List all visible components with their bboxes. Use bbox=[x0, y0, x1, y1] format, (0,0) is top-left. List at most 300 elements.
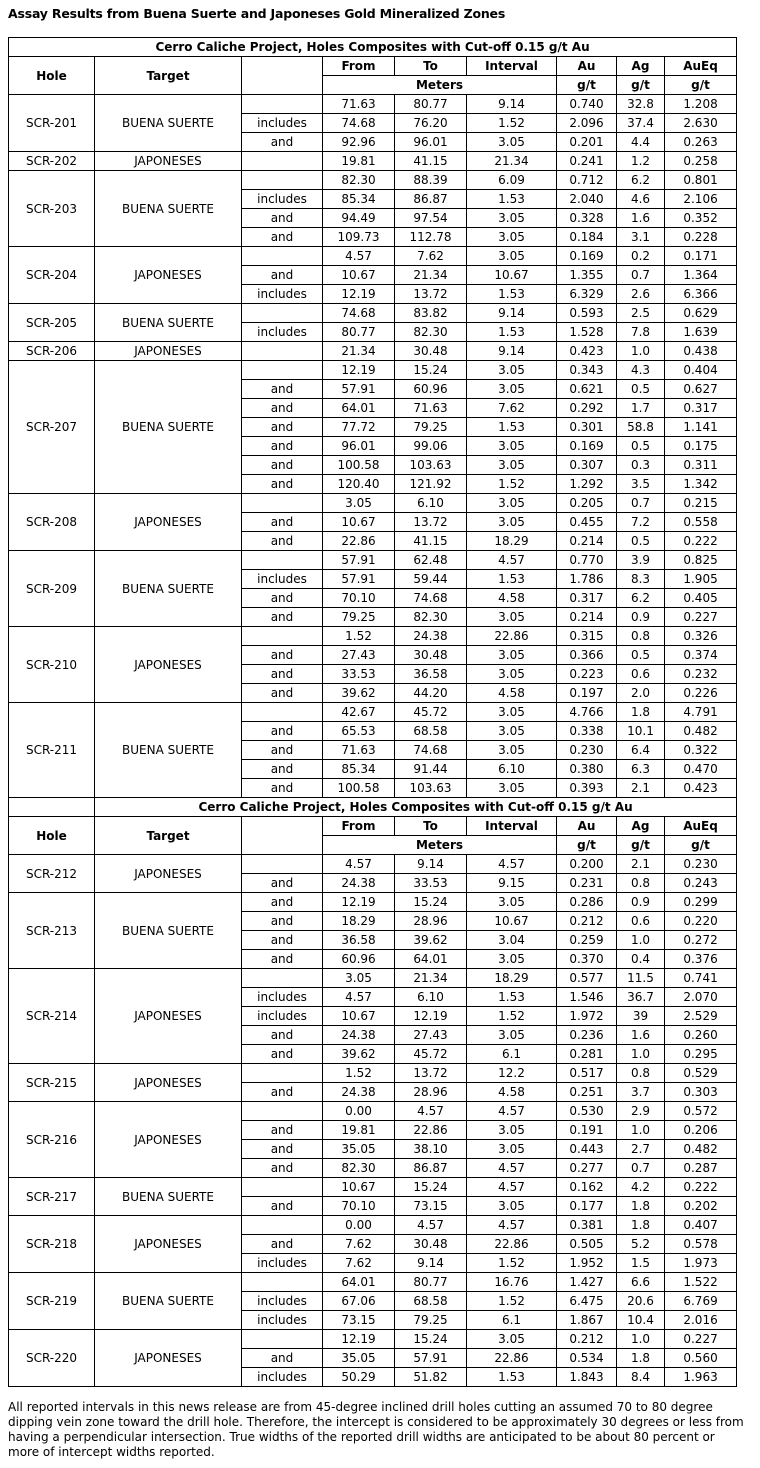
assay-results-table bbox=[8, 37, 737, 1387]
qualifier-cell bbox=[242, 1216, 323, 1235]
to-cell: 4.57 bbox=[395, 1102, 467, 1121]
interval-cell: 22.86 bbox=[467, 627, 557, 646]
ag-cell: 1.6 bbox=[617, 1026, 665, 1045]
qualifier-cell bbox=[242, 703, 323, 722]
aueq-cell: 0.572 bbox=[665, 1102, 737, 1121]
ag-cell: 36.7 bbox=[617, 988, 665, 1007]
header-from: From bbox=[323, 57, 395, 76]
au-cell: 0.241 bbox=[557, 152, 617, 171]
table-row bbox=[9, 855, 737, 874]
ag-cell: 10.1 bbox=[617, 722, 665, 741]
from-cell: 4.57 bbox=[323, 247, 395, 266]
interval-cell: 4.57 bbox=[467, 855, 557, 874]
aueq-cell: 1.208 bbox=[665, 95, 737, 114]
ag-cell: 1.0 bbox=[617, 1045, 665, 1064]
aueq-cell: 0.470 bbox=[665, 760, 737, 779]
ag-cell: 0.9 bbox=[617, 893, 665, 912]
target-cell: BUENA SUERTE bbox=[95, 893, 242, 969]
hole-id-cell: SCR-208 bbox=[9, 494, 95, 551]
from-cell: 10.67 bbox=[323, 1178, 395, 1197]
to-cell: 21.34 bbox=[395, 969, 467, 988]
from-cell: 39.62 bbox=[323, 1045, 395, 1064]
hole-id-cell: SCR-204 bbox=[9, 247, 95, 304]
hole-id-cell: SCR-215 bbox=[9, 1064, 95, 1102]
from-cell: 35.05 bbox=[323, 1140, 395, 1159]
from-cell: 96.01 bbox=[323, 437, 395, 456]
interval-cell: 9.14 bbox=[467, 95, 557, 114]
qualifier-cell: and bbox=[242, 893, 323, 912]
qualifier-cell: and bbox=[242, 646, 323, 665]
to-cell: 15.24 bbox=[395, 893, 467, 912]
qualifier-cell: and bbox=[242, 1140, 323, 1159]
from-cell: 85.34 bbox=[323, 190, 395, 209]
qualifier-cell bbox=[242, 342, 323, 361]
ag-cell: 11.5 bbox=[617, 969, 665, 988]
ag-cell: 2.7 bbox=[617, 1140, 665, 1159]
from-cell: 18.29 bbox=[323, 912, 395, 931]
interval-cell: 1.53 bbox=[467, 190, 557, 209]
hole-id-cell: SCR-219 bbox=[9, 1273, 95, 1330]
aueq-cell: 0.263 bbox=[665, 133, 737, 152]
aueq-cell: 0.627 bbox=[665, 380, 737, 399]
from-cell: 7.62 bbox=[323, 1235, 395, 1254]
interval-cell: 3.05 bbox=[467, 646, 557, 665]
from-cell: 77.72 bbox=[323, 418, 395, 437]
aueq-cell: 1.522 bbox=[665, 1273, 737, 1292]
qualifier-cell: and bbox=[242, 741, 323, 760]
au-cell: 0.286 bbox=[557, 893, 617, 912]
au-cell: 0.423 bbox=[557, 342, 617, 361]
footnote: All reported intervals in this news release are from 45-degree inclined drill holes cutting an assumed 70 to 80 degree dipping vein zone toward the drill hole. Therefore, the intercept is considered to be approximately 30 degrees or less from having a perpendicular intersection. True widths of the reported drill widths are anticipated to be about 80 percent or more of intercept widths reported. bbox=[8, 1400, 744, 1459]
target-cell: JAPONESES bbox=[95, 627, 242, 703]
from-cell: 1.52 bbox=[323, 627, 395, 646]
from-cell: 24.38 bbox=[323, 1083, 395, 1102]
interval-cell: 4.57 bbox=[467, 1102, 557, 1121]
au-cell: 0.343 bbox=[557, 361, 617, 380]
from-cell: 82.30 bbox=[323, 1159, 395, 1178]
au-cell: 6.329 bbox=[557, 285, 617, 304]
ag-cell: 32.8 bbox=[617, 95, 665, 114]
ag-cell: 6.4 bbox=[617, 741, 665, 760]
qualifier-cell: and bbox=[242, 418, 323, 437]
aueq-cell: 0.215 bbox=[665, 494, 737, 513]
au-cell: 0.200 bbox=[557, 855, 617, 874]
aueq-cell: 0.376 bbox=[665, 950, 737, 969]
table-row bbox=[9, 494, 737, 513]
aueq-cell: 1.342 bbox=[665, 475, 737, 494]
au-cell: 1.867 bbox=[557, 1311, 617, 1330]
interval-cell: 3.05 bbox=[467, 893, 557, 912]
au-cell: 0.301 bbox=[557, 418, 617, 437]
qualifier-cell: and bbox=[242, 779, 323, 798]
ag-cell: 0.5 bbox=[617, 380, 665, 399]
qualifier-cell bbox=[242, 1064, 323, 1083]
to-cell: 82.30 bbox=[395, 323, 467, 342]
aueq-cell: 0.171 bbox=[665, 247, 737, 266]
interval-cell: 1.53 bbox=[467, 570, 557, 589]
interval-cell: 3.05 bbox=[467, 950, 557, 969]
to-cell: 6.10 bbox=[395, 988, 467, 1007]
au-cell: 2.096 bbox=[557, 114, 617, 133]
ag-cell: 3.7 bbox=[617, 1083, 665, 1102]
to-cell: 38.10 bbox=[395, 1140, 467, 1159]
header-qualifier bbox=[242, 817, 323, 855]
interval-cell: 3.05 bbox=[467, 608, 557, 627]
from-cell: 19.81 bbox=[323, 1121, 395, 1140]
aueq-cell: 2.630 bbox=[665, 114, 737, 133]
qualifier-cell: and bbox=[242, 209, 323, 228]
interval-cell: 1.52 bbox=[467, 475, 557, 494]
qualifier-cell: includes bbox=[242, 570, 323, 589]
interval-cell: 3.05 bbox=[467, 1121, 557, 1140]
ag-cell: 0.8 bbox=[617, 874, 665, 893]
to-cell: 62.48 bbox=[395, 551, 467, 570]
aueq-cell: 0.228 bbox=[665, 228, 737, 247]
hole-id-cell: SCR-203 bbox=[9, 171, 95, 247]
table-row bbox=[9, 152, 737, 171]
au-cell: 0.236 bbox=[557, 1026, 617, 1045]
header-au: Au bbox=[557, 57, 617, 76]
interval-cell: 3.05 bbox=[467, 703, 557, 722]
aueq-cell: 1.364 bbox=[665, 266, 737, 285]
from-cell: 67.06 bbox=[323, 1292, 395, 1311]
au-cell: 1.843 bbox=[557, 1368, 617, 1387]
from-cell: 65.53 bbox=[323, 722, 395, 741]
au-cell: 0.517 bbox=[557, 1064, 617, 1083]
table-banner-row bbox=[9, 798, 737, 817]
au-cell: 0.505 bbox=[557, 1235, 617, 1254]
ag-cell: 0.8 bbox=[617, 627, 665, 646]
qualifier-cell: and bbox=[242, 931, 323, 950]
qualifier-cell: and bbox=[242, 1197, 323, 1216]
interval-cell: 7.62 bbox=[467, 399, 557, 418]
hole-id-cell: SCR-207 bbox=[9, 361, 95, 494]
ag-cell: 1.0 bbox=[617, 1330, 665, 1349]
au-cell: 0.307 bbox=[557, 456, 617, 475]
to-cell: 82.30 bbox=[395, 608, 467, 627]
aueq-cell: 2.529 bbox=[665, 1007, 737, 1026]
ag-cell: 3.1 bbox=[617, 228, 665, 247]
au-cell: 1.528 bbox=[557, 323, 617, 342]
aueq-cell: 0.222 bbox=[665, 1178, 737, 1197]
to-cell: 33.53 bbox=[395, 874, 467, 893]
from-cell: 71.63 bbox=[323, 95, 395, 114]
from-cell: 12.19 bbox=[323, 893, 395, 912]
header-interval: Interval bbox=[467, 817, 557, 836]
hole-id-cell: SCR-214 bbox=[9, 969, 95, 1064]
au-cell: 1.972 bbox=[557, 1007, 617, 1026]
interval-cell: 6.1 bbox=[467, 1045, 557, 1064]
table-row bbox=[9, 171, 737, 190]
ag-cell: 58.8 bbox=[617, 418, 665, 437]
from-cell: 0.00 bbox=[323, 1102, 395, 1121]
qualifier-cell: and bbox=[242, 950, 323, 969]
table-row bbox=[9, 342, 737, 361]
au-cell: 0.621 bbox=[557, 380, 617, 399]
aueq-cell: 2.016 bbox=[665, 1311, 737, 1330]
qualifier-cell: includes bbox=[242, 988, 323, 1007]
interval-cell: 3.05 bbox=[467, 494, 557, 513]
table-row bbox=[9, 304, 737, 323]
qualifier-cell: and bbox=[242, 1235, 323, 1254]
qualifier-cell: and bbox=[242, 456, 323, 475]
aueq-cell: 0.482 bbox=[665, 1140, 737, 1159]
table-row bbox=[9, 893, 737, 912]
au-cell: 0.231 bbox=[557, 874, 617, 893]
interval-cell: 1.53 bbox=[467, 323, 557, 342]
interval-cell: 3.05 bbox=[467, 665, 557, 684]
to-cell: 59.44 bbox=[395, 570, 467, 589]
table-row bbox=[9, 95, 737, 114]
au-cell: 0.593 bbox=[557, 304, 617, 323]
target-cell: BUENA SUERTE bbox=[95, 304, 242, 342]
aueq-cell: 0.560 bbox=[665, 1349, 737, 1368]
aueq-cell: 0.801 bbox=[665, 171, 737, 190]
hole-id-cell: SCR-209 bbox=[9, 551, 95, 627]
qualifier-cell: and bbox=[242, 874, 323, 893]
ag-cell: 6.3 bbox=[617, 760, 665, 779]
from-cell: 85.34 bbox=[323, 760, 395, 779]
from-cell: 109.73 bbox=[323, 228, 395, 247]
ag-cell: 7.2 bbox=[617, 513, 665, 532]
interval-cell: 1.53 bbox=[467, 285, 557, 304]
to-cell: 22.86 bbox=[395, 1121, 467, 1140]
to-cell: 12.19 bbox=[395, 1007, 467, 1026]
au-cell: 0.214 bbox=[557, 608, 617, 627]
ag-cell: 1.8 bbox=[617, 703, 665, 722]
qualifier-cell: and bbox=[242, 1045, 323, 1064]
aueq-cell: 1.639 bbox=[665, 323, 737, 342]
interval-cell: 4.57 bbox=[467, 1178, 557, 1197]
to-cell: 24.38 bbox=[395, 627, 467, 646]
ag-cell: 3.9 bbox=[617, 551, 665, 570]
ag-cell: 2.9 bbox=[617, 1102, 665, 1121]
au-cell: 0.292 bbox=[557, 399, 617, 418]
ag-cell: 0.6 bbox=[617, 665, 665, 684]
au-cell: 0.214 bbox=[557, 532, 617, 551]
hole-id-cell: SCR-213 bbox=[9, 893, 95, 969]
table-banner-row bbox=[9, 38, 737, 57]
au-cell: 0.577 bbox=[557, 969, 617, 988]
interval-cell: 1.52 bbox=[467, 1007, 557, 1026]
to-cell: 30.48 bbox=[395, 342, 467, 361]
from-cell: 33.53 bbox=[323, 665, 395, 684]
aueq-cell: 0.202 bbox=[665, 1197, 737, 1216]
qualifier-cell bbox=[242, 304, 323, 323]
table-row bbox=[9, 551, 737, 570]
from-cell: 74.68 bbox=[323, 304, 395, 323]
qualifier-cell bbox=[242, 855, 323, 874]
interval-cell: 18.29 bbox=[467, 969, 557, 988]
to-cell: 71.63 bbox=[395, 399, 467, 418]
qualifier-cell: includes bbox=[242, 1254, 323, 1273]
aueq-cell: 0.220 bbox=[665, 912, 737, 931]
interval-cell: 3.05 bbox=[467, 513, 557, 532]
ag-cell: 7.8 bbox=[617, 323, 665, 342]
from-cell: 21.34 bbox=[323, 342, 395, 361]
qualifier-cell bbox=[242, 627, 323, 646]
from-cell: 7.62 bbox=[323, 1254, 395, 1273]
to-cell: 73.15 bbox=[395, 1197, 467, 1216]
aueq-cell: 6.769 bbox=[665, 1292, 737, 1311]
qualifier-cell: includes bbox=[242, 1368, 323, 1387]
aueq-cell: 0.407 bbox=[665, 1216, 737, 1235]
interval-cell: 1.52 bbox=[467, 1254, 557, 1273]
interval-cell: 21.34 bbox=[467, 152, 557, 171]
aueq-cell: 0.299 bbox=[665, 893, 737, 912]
hole-id-cell: SCR-202 bbox=[9, 152, 95, 171]
qualifier-cell bbox=[242, 494, 323, 513]
qualifier-cell: and bbox=[242, 684, 323, 703]
banner-spacer-cell bbox=[9, 798, 95, 817]
aueq-cell: 1.973 bbox=[665, 1254, 737, 1273]
interval-cell: 6.1 bbox=[467, 1311, 557, 1330]
from-cell: 4.57 bbox=[323, 855, 395, 874]
interval-cell: 18.29 bbox=[467, 532, 557, 551]
to-cell: 15.24 bbox=[395, 1178, 467, 1197]
to-cell: 36.58 bbox=[395, 665, 467, 684]
target-cell: BUENA SUERTE bbox=[95, 703, 242, 798]
from-cell: 10.67 bbox=[323, 513, 395, 532]
target-cell: JAPONESES bbox=[95, 1216, 242, 1273]
au-cell: 1.952 bbox=[557, 1254, 617, 1273]
ag-cell: 0.5 bbox=[617, 532, 665, 551]
aueq-cell: 0.230 bbox=[665, 855, 737, 874]
table-banner: Cerro Caliche Project, Holes Composites with Cut-off 0.15 g/t Au bbox=[95, 798, 737, 817]
from-cell: 73.15 bbox=[323, 1311, 395, 1330]
interval-cell: 3.05 bbox=[467, 741, 557, 760]
aueq-cell: 0.222 bbox=[665, 532, 737, 551]
ag-cell: 37.4 bbox=[617, 114, 665, 133]
au-cell: 0.169 bbox=[557, 247, 617, 266]
au-cell: 0.162 bbox=[557, 1178, 617, 1197]
to-cell: 44.20 bbox=[395, 684, 467, 703]
to-cell: 30.48 bbox=[395, 646, 467, 665]
to-cell: 103.63 bbox=[395, 456, 467, 475]
au-cell: 0.201 bbox=[557, 133, 617, 152]
to-cell: 4.57 bbox=[395, 1216, 467, 1235]
qualifier-cell: and bbox=[242, 437, 323, 456]
target-cell: JAPONESES bbox=[95, 1102, 242, 1178]
to-cell: 91.44 bbox=[395, 760, 467, 779]
aueq-cell: 0.405 bbox=[665, 589, 737, 608]
hole-id-cell: SCR-205 bbox=[9, 304, 95, 342]
ag-cell: 1.0 bbox=[617, 1121, 665, 1140]
header-hole: Hole bbox=[9, 57, 95, 95]
header-aueq: AuEq bbox=[665, 57, 737, 76]
interval-cell: 4.57 bbox=[467, 551, 557, 570]
qualifier-cell bbox=[242, 171, 323, 190]
au-cell: 0.315 bbox=[557, 627, 617, 646]
from-cell: 82.30 bbox=[323, 171, 395, 190]
qualifier-cell: and bbox=[242, 399, 323, 418]
table-row bbox=[9, 1102, 737, 1121]
ag-cell: 2.1 bbox=[617, 779, 665, 798]
ag-cell: 4.2 bbox=[617, 1178, 665, 1197]
qualifier-cell: and bbox=[242, 228, 323, 247]
interval-cell: 3.05 bbox=[467, 437, 557, 456]
to-cell: 79.25 bbox=[395, 418, 467, 437]
qualifier-cell: includes bbox=[242, 1007, 323, 1026]
table-row bbox=[9, 1064, 737, 1083]
qualifier-cell: and bbox=[242, 1026, 323, 1045]
aueq-cell: 1.963 bbox=[665, 1368, 737, 1387]
from-cell: 19.81 bbox=[323, 152, 395, 171]
to-cell: 80.77 bbox=[395, 95, 467, 114]
header-au-unit: g/t bbox=[557, 76, 617, 95]
ag-cell: 0.7 bbox=[617, 494, 665, 513]
ag-cell: 6.2 bbox=[617, 589, 665, 608]
to-cell: 57.91 bbox=[395, 1349, 467, 1368]
qualifier-cell bbox=[242, 1273, 323, 1292]
to-cell: 27.43 bbox=[395, 1026, 467, 1045]
qualifier-cell: and bbox=[242, 665, 323, 684]
ag-cell: 2.1 bbox=[617, 855, 665, 874]
interval-cell: 4.58 bbox=[467, 684, 557, 703]
to-cell: 7.62 bbox=[395, 247, 467, 266]
ag-cell: 1.2 bbox=[617, 152, 665, 171]
au-cell: 0.534 bbox=[557, 1349, 617, 1368]
from-cell: 0.00 bbox=[323, 1216, 395, 1235]
from-cell: 10.67 bbox=[323, 266, 395, 285]
from-cell: 12.19 bbox=[323, 1330, 395, 1349]
to-cell: 86.87 bbox=[395, 1159, 467, 1178]
from-cell: 24.38 bbox=[323, 874, 395, 893]
header-hole: Hole bbox=[9, 817, 95, 855]
interval-cell: 4.58 bbox=[467, 1083, 557, 1102]
ag-cell: 1.0 bbox=[617, 931, 665, 950]
header-ag-unit: g/t bbox=[617, 76, 665, 95]
hole-id-cell: SCR-220 bbox=[9, 1330, 95, 1387]
interval-cell: 3.05 bbox=[467, 247, 557, 266]
from-cell: 1.52 bbox=[323, 1064, 395, 1083]
aueq-cell: 0.558 bbox=[665, 513, 737, 532]
aueq-cell: 1.905 bbox=[665, 570, 737, 589]
target-cell: BUENA SUERTE bbox=[95, 1178, 242, 1216]
aueq-cell: 0.272 bbox=[665, 931, 737, 950]
aueq-cell: 0.232 bbox=[665, 665, 737, 684]
aueq-cell: 0.423 bbox=[665, 779, 737, 798]
au-cell: 0.277 bbox=[557, 1159, 617, 1178]
target-cell: JAPONESES bbox=[95, 152, 242, 171]
au-cell: 0.205 bbox=[557, 494, 617, 513]
from-cell: 100.58 bbox=[323, 779, 395, 798]
au-cell: 0.281 bbox=[557, 1045, 617, 1064]
from-cell: 64.01 bbox=[323, 399, 395, 418]
au-cell: 1.355 bbox=[557, 266, 617, 285]
ag-cell: 1.5 bbox=[617, 1254, 665, 1273]
hole-id-cell: SCR-201 bbox=[9, 95, 95, 152]
from-cell: 42.67 bbox=[323, 703, 395, 722]
to-cell: 68.58 bbox=[395, 1292, 467, 1311]
table-row bbox=[9, 703, 737, 722]
aueq-cell: 0.438 bbox=[665, 342, 737, 361]
ag-cell: 1.6 bbox=[617, 209, 665, 228]
target-cell: JAPONESES bbox=[95, 247, 242, 304]
header-qualifier bbox=[242, 57, 323, 95]
interval-cell: 4.57 bbox=[467, 1159, 557, 1178]
au-cell: 0.366 bbox=[557, 646, 617, 665]
header-ag: Ag bbox=[617, 817, 665, 836]
au-cell: 0.259 bbox=[557, 931, 617, 950]
qualifier-cell: and bbox=[242, 912, 323, 931]
au-cell: 0.184 bbox=[557, 228, 617, 247]
to-cell: 45.72 bbox=[395, 703, 467, 722]
table-banner: Cerro Caliche Project, Holes Composites with Cut-off 0.15 g/t Au bbox=[9, 38, 737, 57]
table-row bbox=[9, 361, 737, 380]
qualifier-cell bbox=[242, 1330, 323, 1349]
au-cell: 0.380 bbox=[557, 760, 617, 779]
